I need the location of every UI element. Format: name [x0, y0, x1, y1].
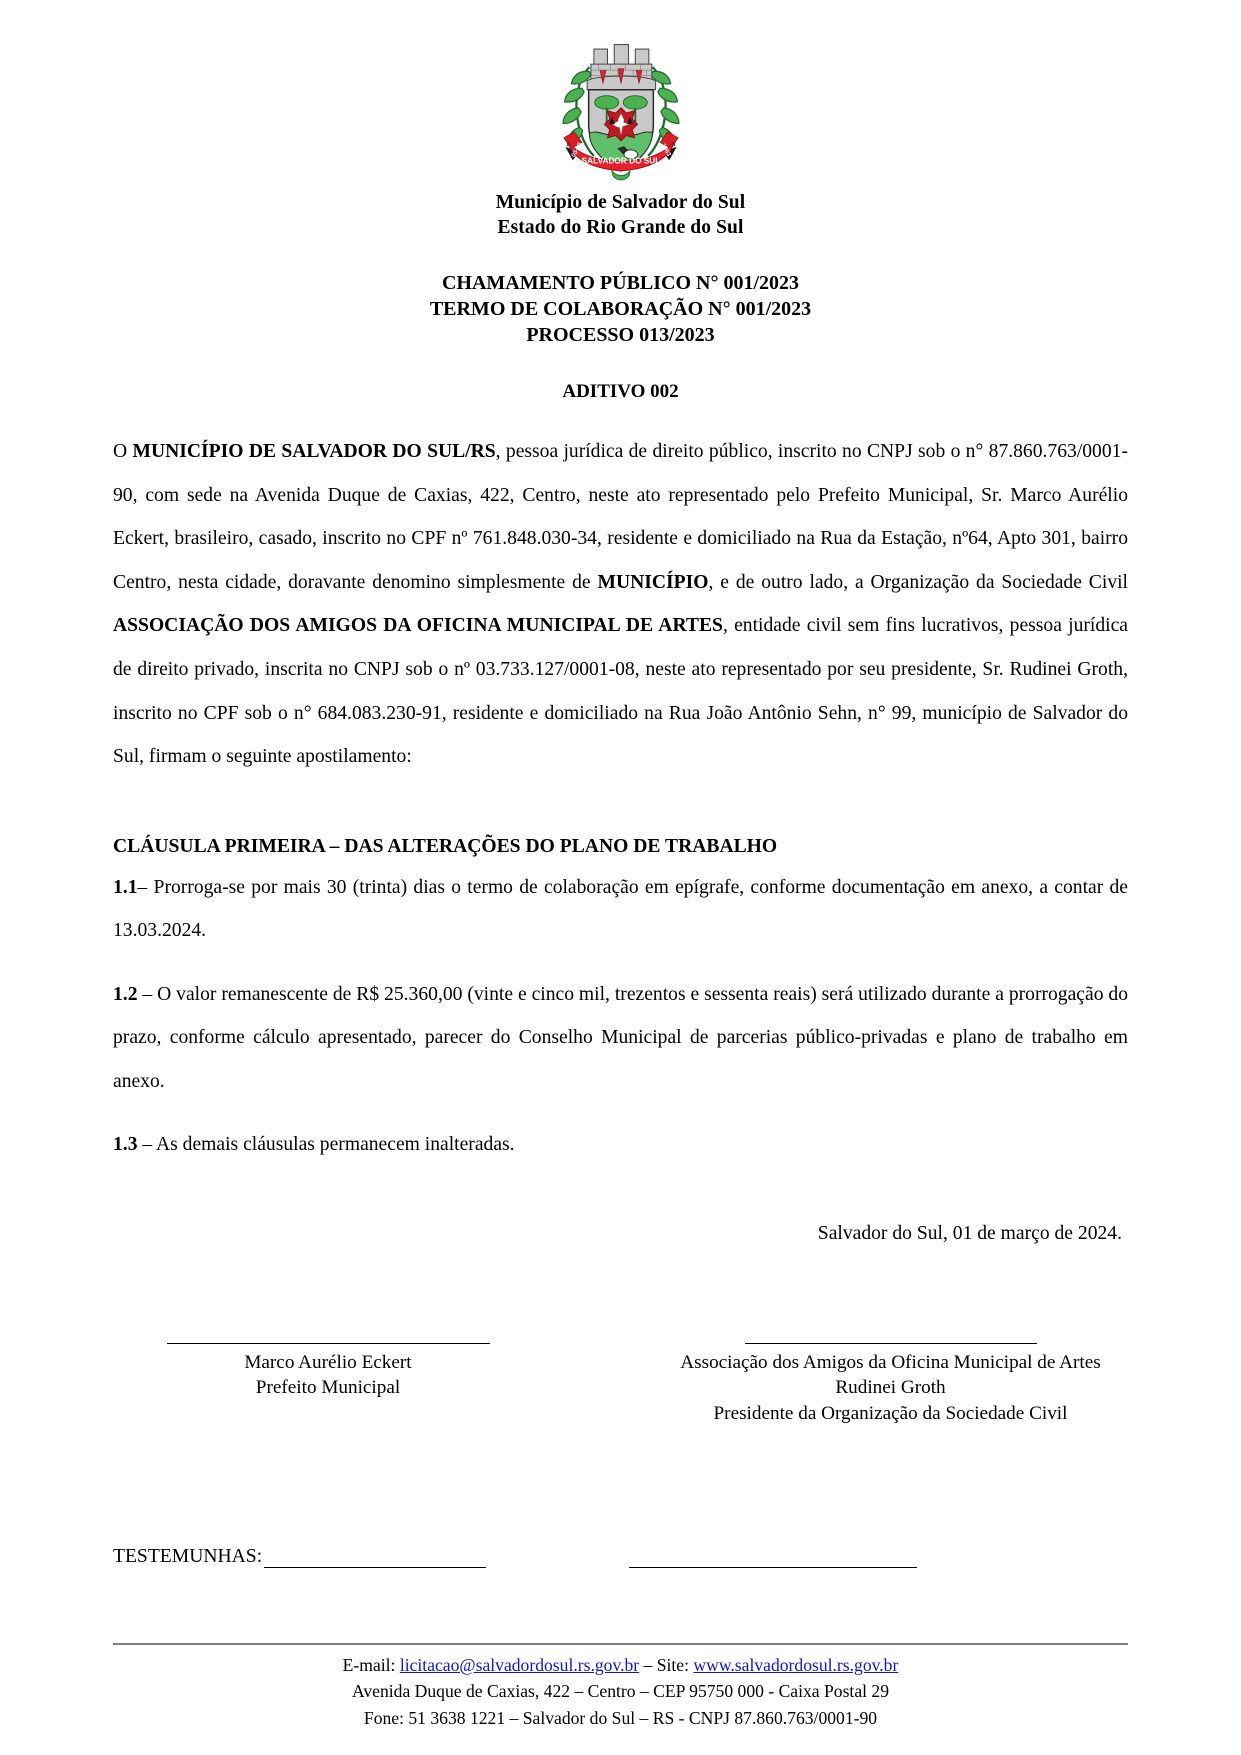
crest-date-right: 1963	[659, 142, 671, 158]
footer-separator: – Site:	[639, 1654, 694, 1675]
page-footer	[113, 1643, 1128, 1732]
clause-number-1-1: 1.1	[113, 876, 138, 898]
termo-colaboracao-line: TERMO DE COLABORAÇÃO N° 001/2023	[429, 298, 812, 320]
aditivo-title: ADITIVO 002	[562, 381, 679, 402]
signer-entity-right: Associação dos Amigos da Oficina Municipal de Artes	[680, 1351, 1101, 1373]
witness-signature-line-2	[629, 1553, 917, 1568]
signature-line-right	[745, 1343, 1037, 1344]
organization-heading	[113, 190, 1128, 240]
clause-text-1-2: – O valor remanescente de R$ 25.360,00 (vinte e cinco mil, trezentos e sessenta reais) será utilizado durante a prorrogação do prazo, conforme cálculo apresentado, parecer do Conselho Municipal de parcerias público-privadas e plano de trabalho em anexo.	[113, 983, 1128, 1092]
signer-name-left: Marco Aurélio Eckert	[244, 1351, 412, 1373]
signer-role-right: Presidente da Organização da Sociedade Civil	[713, 1402, 1068, 1424]
preamble-text-c: , pessoa jurídica de direito público, inscrito no CNPJ sob o n° 87.860.763/0001-90, com sede na Avenida Duque de Caxias, 422, Centro, neste ato representado pelo Prefeito Municipal, Sr. Marco Aurélio Eckert, brasileiro, casado, inscrito no CPF nº 761.848.030-34, residente e domiciliado na Rua da Estação, nº64, Apto 301, bairro Centro, nesta cidade, doravante denomino simplesmente de	[113, 441, 1128, 593]
footer-email-link[interactable]: licitacao@salvadordosul.rs.gov.br	[399, 1654, 640, 1675]
crest-container	[113, 0, 1128, 186]
associacao-bold: ASSOCIAÇÃO DOS AMIGOS DA OFICINA MUNICIPAL DE ARTES	[113, 615, 723, 637]
municipality-line: Município de Salvador do Sul	[495, 192, 746, 213]
document-title-block	[113, 270, 1128, 348]
clause-text-1-1: – Prorroga-se por mais 30 (trinta) dias o termo de colaboração em epígrafe, conforme documentação em anexo, a contar de 13.03.2024.	[113, 876, 1128, 942]
signature-spacer	[543, 1343, 653, 1427]
witnesses-label: TESTEMUNHAS:	[113, 1546, 263, 1567]
crest-date-left: 03-10	[570, 141, 583, 159]
clause-item-1-3	[113, 1123, 1128, 1167]
witnesses-row	[113, 1546, 1128, 1568]
preamble-text-d: , e de outro lado, a Organização da Sociedade Civil	[708, 571, 1128, 593]
clause-item-1-1	[113, 866, 1128, 953]
coat-of-arms-icon	[545, 28, 697, 186]
clause-text-1-3: – As demais cláusulas permanecem inalteradas.	[137, 1133, 515, 1155]
preamble-paragraph	[113, 430, 1128, 779]
state-line: Estado do Rio Grande do Sul	[497, 217, 744, 238]
footer-email-label: E-mail:	[342, 1654, 400, 1675]
signature-block-prefeito	[113, 1343, 543, 1427]
preamble-text-e: , entidade civil sem fins lucrativos, pessoa jurídica de direito privado, inscrita no CNPJ sob o nº 03.733.127/0001-08, neste ato representado por seu presidente, Sr. Rudinei Groth, inscrito no CPF sob o n° 684.083.230-91, residente e domiciliado na Rua João Antônio Sehn, n° 99, município de Salvador do Sul, firmam o seguinte apostilamento:	[113, 615, 1129, 768]
signer-role-left: Prefeito Municipal	[255, 1377, 401, 1398]
footer-contact-line	[113, 1652, 1128, 1679]
clause-number-1-2: 1.2	[113, 983, 138, 1005]
processo-line: PROCESSO 013/2023	[526, 324, 715, 346]
footer-site-link[interactable]: www.salvadordosul.rs.gov.br	[693, 1654, 899, 1675]
signature-row	[113, 1343, 1128, 1427]
clause-heading: CLÁUSULA PRIMEIRA – DAS ALTERAÇÕES DO PLANO DE TRABALHO	[113, 835, 778, 857]
chamamento-publico-line: CHAMAMENTO PÚBLICO N° 001/2023	[441, 272, 800, 294]
municipio-bold-1: MUNICÍPIO DE SALVADOR DO SUL/RS	[132, 441, 496, 462]
signature-line-left	[167, 1343, 490, 1344]
footer-address-line: Avenida Duque de Caxias, 422 – Centro – CEP 95750 000 - Caixa Postal 29	[351, 1681, 890, 1701]
preamble-text-a: O	[113, 441, 133, 462]
date-line: Salvador do Sul, 01 de março de 2024.	[817, 1222, 1122, 1244]
clause-number-1-3: 1.3	[113, 1133, 138, 1155]
witness-signature-line-1	[264, 1553, 486, 1568]
municipio-bold-2: MUNICÍPIO	[597, 571, 709, 593]
clause-item-1-2	[113, 973, 1128, 1104]
signer-name-right: Rudinei Groth	[835, 1377, 946, 1398]
footer-divider	[113, 1643, 1128, 1645]
crest-banner-text: SALVADOR DO SUL	[581, 156, 660, 166]
footer-phone-cnpj-line: Fone: 51 3638 1221 – Salvador do Sul – RS - CNPJ 87.860.763/0001-90	[363, 1707, 878, 1728]
signature-block-associacao	[653, 1343, 1128, 1427]
